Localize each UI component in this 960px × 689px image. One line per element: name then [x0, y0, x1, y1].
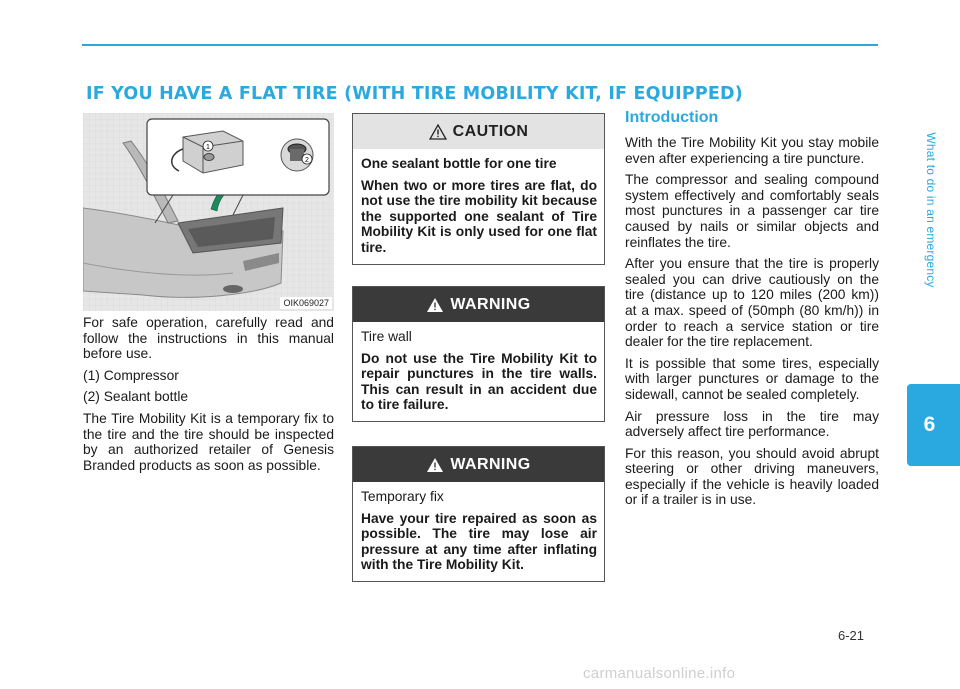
paragraph: For safe operation, carefully read and follow the instructions in this manual before use.	[83, 315, 334, 362]
warning-header	[353, 287, 604, 322]
side-tab-label: What to do in an emergency	[924, 132, 938, 288]
caution-subtitle: One sealant bottle for one tire	[361, 156, 557, 171]
tire-mobility-kit-illustration	[83, 113, 334, 311]
car-trunk-drawing	[83, 113, 334, 311]
warning-heading: WARNING	[450, 295, 531, 313]
watermark: carmanualsonline.info	[583, 665, 736, 682]
left-column	[83, 315, 334, 479]
chapter-tab[interactable]: 6	[907, 384, 960, 466]
list-item-compressor: (1) Compressor	[83, 367, 179, 383]
warning-triangle-icon	[426, 297, 444, 313]
introduction-heading: Introduction	[625, 109, 719, 126]
caution-heading: CAUTION	[452, 122, 529, 140]
warning-heading: WARNING	[450, 455, 531, 473]
warning-text: Have your tire repaired as soon as possible. The tire may lose air pressure at any time after inflating with the Tire Mobility Kit.	[361, 510, 597, 573]
callout-1: 1	[206, 144, 210, 151]
paragraph: It is possible that some tires, especially with larger punctures or damage to the sidewall, cannot be sealed completely.	[625, 355, 879, 402]
figure-code: OIK069027	[280, 297, 332, 309]
paragraph: The compressor and sealing compound system effectively and comfortably seals most punctures in a passenger car tire caused by nails or similar objects and reinflates the tire.	[625, 172, 879, 250]
caution-text: When two or more tires are flat, do not use the tire mobility kit because the supported one sealant of Tire Mobility Kit is only used for one flat tire.	[361, 177, 597, 255]
paragraph: With the Tire Mobility Kit you stay mobile even after experiencing a tire puncture.	[625, 135, 879, 166]
caution-box	[352, 113, 605, 265]
section-title: IF YOU HAVE A FLAT TIRE (WITH TIRE MOBILITY KIT, IF EQUIPPED)	[86, 84, 743, 104]
warning-subtitle: Temporary fix	[361, 489, 444, 504]
caution-header	[353, 114, 604, 149]
top-rule	[82, 44, 878, 46]
paragraph: The Tire Mobility Kit is a temporary fix to the tire and the tire should be inspected by an authorized retailer of Genesis Branded products as soon as possible.	[83, 410, 334, 473]
paragraph: For this reason, you should avoid abrupt steering or other driving maneuvers, especially if the vehicle is heavily loaded or if a trailer is in use.	[625, 445, 879, 508]
warning-triangle-icon	[429, 124, 447, 140]
paragraph: After you ensure that the tire is properly sealed you can drive cautiously on the tire (distance up to 120 miles (200 km)) at a max. speed of (50mph (80 km/h)) in order to reach a service station or tire dealer for the tire replacement.	[625, 256, 879, 350]
introduction-column	[625, 135, 879, 514]
warning-box-tire-wall	[352, 286, 605, 422]
page-number: 6-21	[838, 628, 865, 643]
warning-text: Do not use the Tire Mobility Kit to repair punctures in the tire walls. This can result in an accident due to tire failure.	[361, 350, 597, 413]
paragraph: Air pressure loss in the tire may adversely affect tire performance.	[625, 408, 879, 440]
warning-triangle-icon	[426, 457, 444, 473]
warning-box-temporary-fix	[352, 446, 605, 582]
callout-2: 2	[305, 157, 309, 164]
list-item-sealant: (2) Sealant bottle	[83, 389, 189, 405]
warning-subtitle: Tire wall	[361, 329, 412, 344]
warning-header	[353, 447, 604, 482]
